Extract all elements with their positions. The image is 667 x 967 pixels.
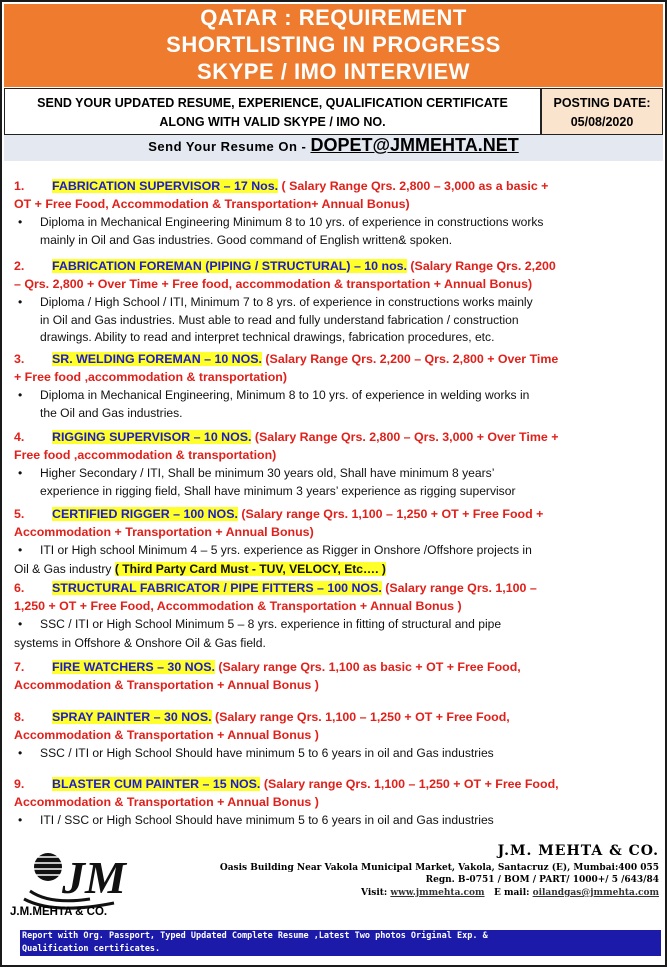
company-address: Oasis Building Near Vakola Municipal Market, Vakola, Santacruz (E), Mumbai:400 055 [219,863,659,873]
email-link[interactable]: oilandgas@jmmehta.com [532,888,659,898]
job-salary-cont: OT + Free Food, Accommodation & Transportation+ Annual Bonus) [14,196,410,211]
svg-text:JM: JM [62,852,126,903]
job-salary: (Salary Range Qrs. 2,800 – Qrs. 3,000 + Over Time + [251,430,559,444]
job-number: 9. [14,777,25,791]
job-item-4 [14,429,656,500]
header-line-3: SKYPE / IMO INTERVIEW [197,59,470,84]
job-title: BLASTER CUM PAINTER – 15 NOS. [52,777,261,791]
job-title: FABRICATION SUPERVISOR – 17 Nos. [52,179,279,193]
job-salary-cont: + Free food ,accommodation & transportation) [14,369,287,384]
job-salary-cont: – Qrs. 2,800 + Over Time + Free food, accommodation & transportation + Annual Bonus) [14,276,533,291]
job-requirement: • ITI or High school Minimum 4 – 5 yrs. experience as Rigger in Onshore /Offshore projects in [14,542,656,560]
job-item-6 [14,580,656,652]
job-salary-cont: Accommodation & Transportation + Annual Bonus ) [14,727,319,742]
job-title: STRUCTURAL FABRICATOR / PIPE FITTERS – 100 NOS. [52,581,382,595]
job-title: RIGGING SUPERVISOR – 10 NOS. [52,430,252,444]
job-title: FIRE WATCHERS – 30 NOS. [52,660,215,674]
posting-date-box [541,88,663,135]
job-requirement: • SSC / ITI or High School Should have minimum 5 to 6 years in oil and Gas industries [14,745,656,763]
job-salary-cont: Accommodation & Transportation + Annual Bonus ) [14,677,319,692]
notice-row [4,88,663,135]
job-number: 1. [14,179,25,193]
job-title: SPRAY PAINTER – 30 NOS. [52,710,212,724]
job-salary: ( Salary Range Qrs. 2,800 – 3,000 as a basic + [278,179,549,193]
job-salary-cont: Accommodation & Transportation + Annual Bonus ) [14,794,319,809]
job-title: SR. WELDING FOREMAN – 10 NOS. [52,352,262,366]
job-requirement-cont: systems in Offshore & Onshore Oil & Gas field. [14,635,266,650]
posting-date-label: POSTING DATE: [553,96,651,110]
posting-date-value: 05/08/2020 [570,115,634,129]
company-info [220,843,659,898]
job-salary: (Salary Range Qrs. 2,200 – Qrs. 2,800 + Over Time [261,352,559,366]
notice-line-1: SEND YOUR UPDATED RESUME, EXPERIENCE, QUALIFICATION CERTIFICATE [37,96,508,110]
company-registration: Regn. B-0751 / BOM / PART/ 1000+/ 5 /643/84 [425,875,659,885]
header-line-1: QATAR : REQUIREMENT [200,5,467,30]
job-requirement: • SSC / ITI or High School Minimum 5 – 8 yrs. experience in fitting of structural and pipe [14,616,656,634]
job-item-8 [14,709,656,763]
send-resume-bar [4,135,663,161]
job-item-9 [14,776,656,830]
job-salary: (Salary range Qrs. 1,100 – 1,250 + OT + Free Food, [260,777,559,791]
job-title: FABRICATION FOREMAN (PIPING / STRUCTURAL) – 10 nos. [52,259,407,273]
job-salary: (Salary Range Qrs. 2,200 [406,259,556,273]
job-item-3 [14,351,656,422]
job-title: CERTIFIED RIGGER – 100 NOS. [52,507,238,521]
job-number: 6. [14,581,25,595]
job-item-2 [14,258,656,347]
job-salary: (Salary range Qrs. 1,100 – 1,250 + OT + Free Food, [211,710,510,724]
company-name: J.M. MEHTA & CO. [497,843,659,859]
footer-instructions [20,930,661,956]
job-number: 4. [14,430,25,444]
job-number: 8. [14,710,25,724]
job-item-7 [14,659,656,694]
header-line-2: SHORTLISTING IN PROGRESS [166,32,501,57]
third-party-card-note: ( Third Party Card Must - TUV, VELOCY, Etc…. ) [114,561,386,576]
footer-line-2: Qualification certificates. [22,944,161,954]
job-requirement: • Diploma in Mechanical Engineering, Minimum 8 to 10 yrs. of experience in welding works in the Oil and Gas industries. [14,387,656,422]
job-requirement: • ITI / SSC or High School Should have minimum 5 to 6 years in oil and Gas industries [14,812,656,830]
job-salary-cont: Free food ,accommodation & transportation) [14,447,277,462]
job-number: 7. [14,660,25,674]
footer-line-1: Report with Org. Passport, Typed Updated Complete Resume ,Latest Two photos Original Exp. & [22,931,488,941]
notice-box [4,88,541,135]
job-salary: (Salary range Qrs. 1,100 as basic + OT + Free Food, [214,660,521,674]
job-salary: (Salary range Qrs. 1,100 – 1,250 + OT + Free Food + [237,507,544,521]
job-number: 3. [14,352,25,366]
job-item-5 [14,506,656,578]
company-contact: Visit: www.jmmehta.com E mail: oilandgas@jmmehta.com [361,888,659,898]
job-requirement: • Higher Secondary / ITI, Shall be minimum 30 years old, Shall have minimum 8 years’ experience in rigging field, Shall have minimum 3 years’ experience as rigging supervisor [14,465,656,500]
send-resume-email-link[interactable]: DOPET@JMMEHTA.NET [310,135,519,155]
job-requirement-cont: Oil & Gas industry ( Third Party Card Must - TUV, VELOCY, Etc…. ) [14,561,386,576]
send-resume-label: Send Your Resume On - [148,139,311,154]
job-item-1 [14,178,656,249]
job-salary-cont: 1,250 + OT + Free Food, Accommodation & Transportation + Annual Bonus ) [14,598,462,613]
logo-company-name: J.M.MEHTA & CO. [10,906,108,918]
job-number: 5. [14,507,25,521]
header-banner [4,4,663,87]
job-salary-cont: Accommodation + Transportation + Annual Bonus) [14,524,314,539]
job-salary: (Salary range Qrs. 1,100 – [381,581,537,595]
job-number: 2. [14,259,25,273]
website-link[interactable]: www.jmmehta.com [390,888,485,898]
notice-line-2: ALONG WITH VALID SKYPE / IMO NO. [159,115,386,129]
job-requirement: • Diploma / High School / ITI, Minimum 7 to 8 yrs. of experience in constructions works mainly in Oil and Gas industries. Must able to read and fully understand fabrication / construction drawings. Ability to read and interpret technical drawings, fabrication procedures, etc. [14,294,656,347]
job-requirement: • Diploma in Mechanical Engineering Minimum 8 to 10 yrs. of experience in constructions works mainly in Oil and Gas industries. Good command of English written& spoken. [14,214,656,249]
